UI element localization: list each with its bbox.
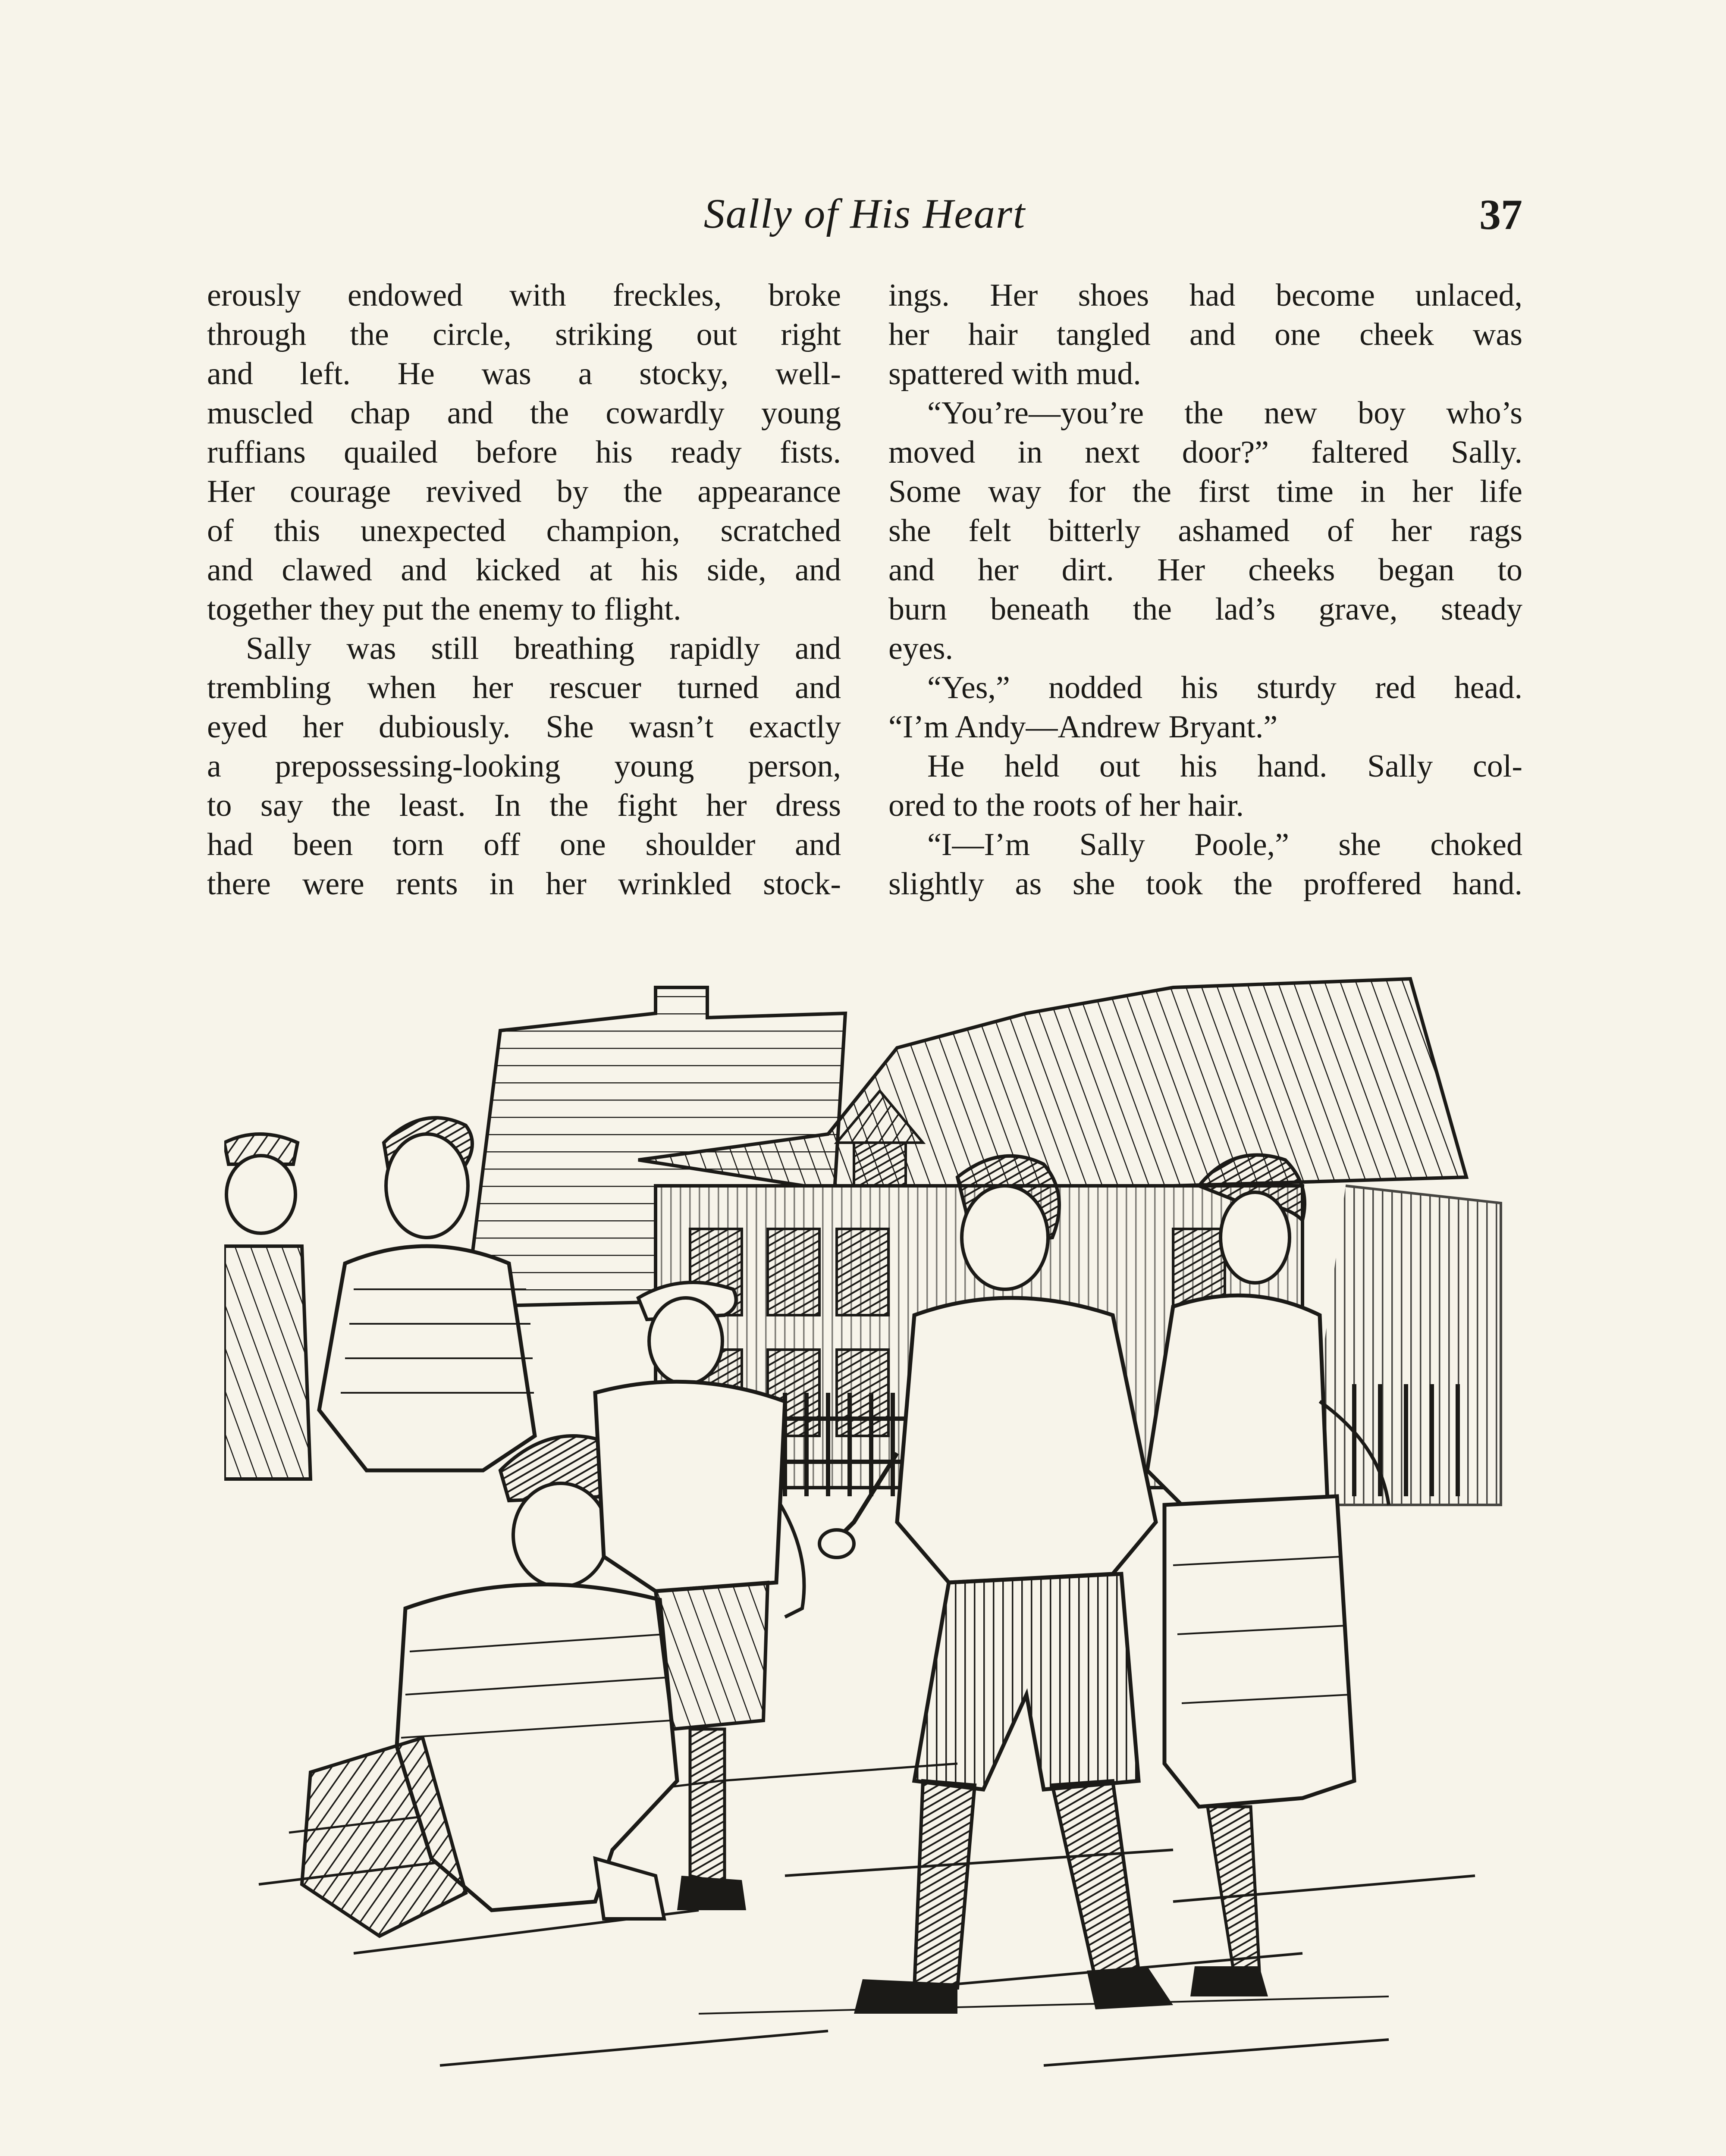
text-line: Her courage revived by the appearance bbox=[207, 474, 841, 509]
text-line: “You’re—you’re the new boy who’s bbox=[927, 395, 1522, 431]
text-line: slightly as she took the proffered hand. bbox=[888, 866, 1522, 902]
text-line: there were rents in her wrinkled stock- bbox=[207, 866, 841, 902]
text-line: burn beneath the lad’s grave, steady bbox=[888, 592, 1522, 627]
text-line: eyed her dubiously. She wasn’t exactly bbox=[207, 709, 841, 745]
text-line: spattered with mud. bbox=[888, 356, 1141, 392]
text-line: Sally was still breathing rapidly and bbox=[246, 631, 841, 666]
text-line: “Yes,” nodded his sturdy red head. bbox=[927, 670, 1522, 705]
text-line: together they put the enemy to flight. bbox=[207, 592, 681, 627]
text-line: and her dirt. Her cheeks began to bbox=[888, 552, 1522, 588]
boy-far-left bbox=[224, 1134, 311, 1479]
text-line: ruffians quailed before his ready fists. bbox=[207, 435, 841, 470]
text-line: ored to the roots of her hair. bbox=[888, 788, 1244, 823]
text-line: “I’m Andy—Andrew Bryant.” bbox=[888, 709, 1278, 745]
text-line: and clawed and kicked at his side, and bbox=[207, 552, 841, 588]
pen-and-ink-illustration bbox=[224, 962, 1518, 2156]
text-line: ings. Her shoes had become unlaced, bbox=[888, 278, 1522, 313]
text-line: moved in next door?” faltered Sally. bbox=[888, 435, 1522, 470]
text-line: erously endowed with freckles, broke bbox=[207, 278, 841, 313]
page-number: 37 bbox=[1479, 191, 1522, 238]
text-line: a prepossessing-looking young person, bbox=[207, 749, 841, 784]
text-line: she felt bitterly ashamed of her rags bbox=[888, 513, 1522, 548]
text-line: eyes. bbox=[888, 631, 953, 666]
text-line: through the circle, striking out right bbox=[207, 317, 841, 352]
body-text bbox=[207, 276, 1522, 931]
running-title: Sally of His Heart bbox=[703, 191, 1026, 237]
left-column bbox=[207, 276, 841, 904]
right-column bbox=[888, 276, 1522, 904]
text-line: Some way for the first time in her life bbox=[888, 474, 1522, 509]
running-head bbox=[207, 190, 1522, 259]
text-line: “I—I’m Sally Poole,” she choked bbox=[927, 827, 1522, 862]
text-line: to say the least. In the fight her dress bbox=[207, 788, 841, 823]
text-line: trembling when her rescuer turned and bbox=[207, 670, 841, 705]
text-line: her hair tangled and one cheek was bbox=[888, 317, 1522, 352]
text-line: and left. He was a stocky, well- bbox=[207, 356, 841, 392]
text-line: muscled chap and the cowardly young bbox=[207, 395, 841, 431]
text-line: He held out his hand. Sally col- bbox=[927, 749, 1522, 784]
illustration-drawing bbox=[224, 962, 1518, 2156]
text-line: had been torn off one shoulder and bbox=[207, 827, 841, 862]
text-line: of this unexpected champion, scratched bbox=[207, 513, 841, 548]
